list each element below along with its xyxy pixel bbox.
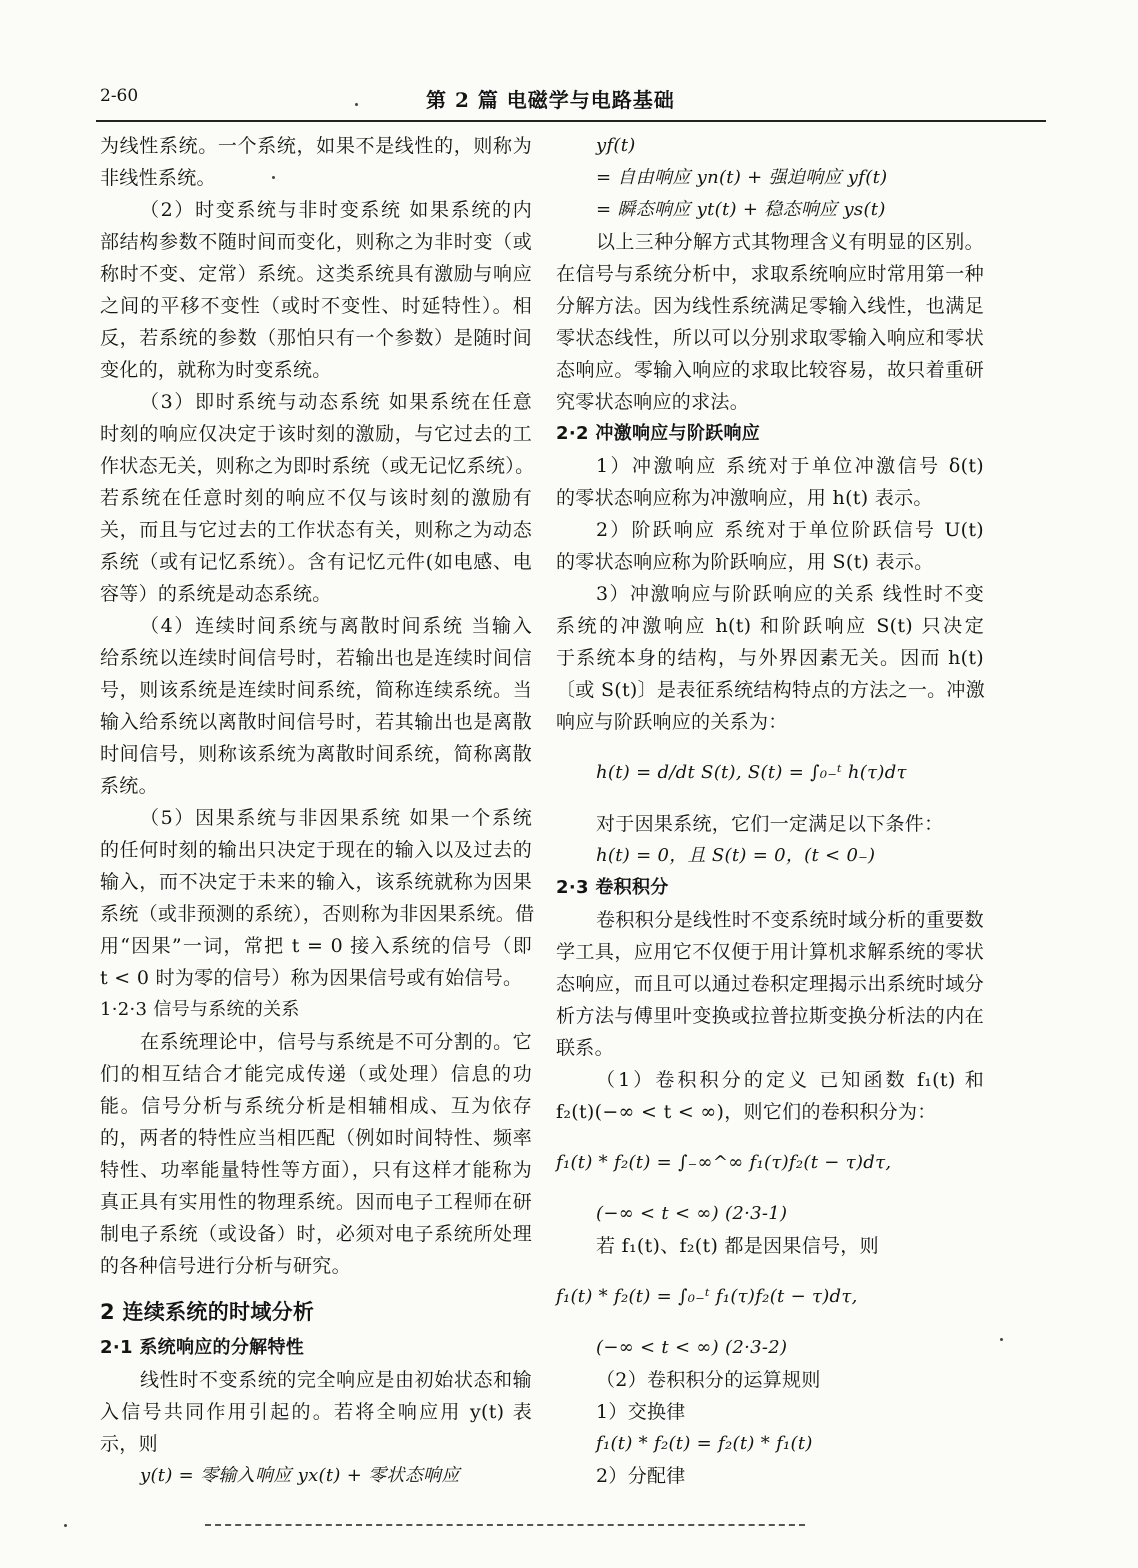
text-line: h(t) = 0，且 S(t) = 0，(t < 0₋)	[596, 845, 876, 866]
text-line: 系统（或有记忆系统）。含有记忆元件(如电感、电	[100, 551, 532, 573]
text-line: 态响应，而且可以通过卷积定理揭示出系统时域分	[556, 973, 984, 995]
text-line: 入信号共同作用引起的。若将全响应用 y(t) 表	[100, 1401, 532, 1423]
scan-speck	[272, 176, 275, 179]
text-line: （2）卷积积分的运算规则	[596, 1369, 821, 1391]
text-line: 示，则	[100, 1433, 158, 1455]
text-line: （4）连续时间系统与离散时间系统 当输入	[140, 615, 532, 637]
text-line: t < 0 时为零的信号）称为因果信号或有始信号。	[100, 967, 523, 989]
text-line: 特性、功率能量特性等方面），只有这样才能称为	[100, 1159, 532, 1181]
text-line: 2）阶跃响应 系统对于单位阶跃信号 U(t)	[596, 519, 984, 541]
left-column	[100, 130, 535, 1492]
scan-speck	[64, 1524, 67, 1527]
text-line: （5）因果系统与非因果系统 如果一个系统	[140, 807, 532, 829]
text-line: 的各种信号进行分析与研究。	[100, 1255, 351, 1277]
text-line: 的，两者的特性应当相匹配（例如时间特性、频率	[100, 1127, 532, 1149]
text-line: 卷积积分是线性时不变系统时域分析的重要数	[596, 909, 984, 931]
right-column	[556, 130, 984, 1492]
page-header	[96, 84, 1046, 122]
text-line: 2·3 卷积积分	[556, 877, 669, 898]
text-line: 为线性系统。一个系统，如果不是线性的，则称为	[100, 135, 532, 157]
text-line: 输入，而不决定于未来的输入，该系统就称为因果	[100, 871, 532, 893]
text-line: 系统。	[100, 775, 158, 797]
text-line: 容等）的系统是动态系统。	[100, 583, 332, 605]
text-line: 2·2 冲激响应与阶跃响应	[556, 423, 761, 444]
page-number: 2-60	[100, 86, 139, 106]
text-line: 反，若系统的参数（那怕只有一个参数）是随时间	[100, 327, 532, 349]
text-line: 号，则该系统是连续时间系统，简称连续系统。当	[100, 679, 532, 701]
text-line: 在系统理论中，信号与系统是不可分割的。它	[140, 1031, 532, 1053]
text-line: 1）交换律	[596, 1401, 686, 1423]
text-line: 用“因果”一词，常把 t = 0 接入系统的信号（即	[100, 935, 532, 957]
scan-speck	[1000, 1338, 1003, 1341]
text-line: 们的相互结合才能完成传递（或处理）信息的功	[100, 1063, 532, 1085]
text-line: 响应与阶跃响应的关系为：	[556, 711, 788, 733]
text-line: 输入给系统以离散时间信号时，若其输出也是离散	[100, 711, 532, 733]
scan-speck	[355, 103, 358, 106]
text-line: 制电子系统（或设备）时，必须对电子系统所处理	[100, 1223, 532, 1245]
text-line: 3）冲激响应与阶跃响应的关系 线性时不变	[596, 583, 984, 605]
text-line: （3）即时系统与动态系统 如果系统在任意	[140, 391, 532, 413]
text-line: 究零状态响应的求法。	[556, 391, 750, 413]
text-line: 关，而且与它过去的工作状态有关，则称之为动态	[100, 519, 532, 541]
text-line: 若 f₁(t)、f₂(t) 都是因果信号，则	[596, 1235, 879, 1257]
text-line: 的任何时刻的输出只决定于现在的输入以及过去的	[100, 839, 532, 861]
text-line: 2）分配律	[596, 1465, 686, 1487]
text-line: 2 连续系统的时域分析	[100, 1300, 315, 1324]
text-line: 线性时不变系统的完全响应是由初始状态和输	[140, 1369, 532, 1391]
text-line: h(t) = d/dt S(t), S(t) = ∫₀₋ᵗ h(τ)dτ	[596, 762, 907, 783]
text-line: 若系统在任意时刻的响应不仅与该时刻的激励有	[100, 487, 532, 509]
text-line: f₁(t) * f₂(t) = f₂(t) * f₁(t)	[596, 1433, 813, 1454]
text-line: (−∞ < t < ∞) (2·3-1)	[596, 1203, 788, 1224]
text-line: 1）冲激响应 系统对于单位冲激信号 δ(t)	[596, 455, 984, 477]
text-line: 在信号与系统分析中，求取系统响应时常用第一种	[556, 263, 984, 285]
text-line: 给系统以连续时间信号时，若输出也是连续时间信	[100, 647, 532, 669]
text-line: 2·1 系统响应的分解特性	[100, 1337, 305, 1358]
text-line: 部结构参数不随时间而变化，则称之为非时变（或	[100, 231, 532, 253]
text-line: 于系统本身的结构，与外界因素无关。因而 h(t)	[556, 647, 984, 669]
text-line: 零状态线性，所以可以分别求取零输入响应和零状	[556, 327, 984, 349]
text-line: 时间信号，则称该系统为离散时间系统，简称离散	[100, 743, 532, 765]
text-line: 能。信号分析与系统分析是相辅相成、互为依存	[100, 1095, 532, 1117]
footer-rule	[205, 1524, 805, 1526]
text-line: 态响应。零输入响应的求取比较容易，故只着重研	[556, 359, 984, 381]
text-line: 作状态无关，则称之为即时系统（或无记忆系统）。	[100, 455, 535, 477]
text-line: 时刻的响应仅决定于该时刻的激励，与它过去的工	[100, 423, 532, 445]
text-line: 之间的平移不变性（或时不变性、时延特性）。相	[100, 295, 532, 317]
text-line: 真正具有实用性的物理系统。因而电子工程师在研	[100, 1191, 532, 1213]
text-line: 以上三种分解方式其物理含义有明显的区别。	[596, 231, 984, 253]
text-line: 的零状态响应称为冲激响应，用 h(t) 表示。	[556, 487, 933, 509]
text-line: 析方法与傅里叶变换或拉普拉斯变换分析法的内在	[556, 1005, 984, 1027]
text-line: 联系。	[556, 1037, 614, 1059]
text-line: （2）时变系统与非时变系统 如果系统的内	[140, 199, 532, 221]
text-line: f₁(t) * f₂(t) = ∫₋∞^∞ f₁(τ)f₂(t − τ)dτ,	[556, 1152, 892, 1173]
text-line: f₁(t) * f₂(t) = ∫₀₋ᵗ f₁(τ)f₂(t − τ)dτ,	[556, 1286, 858, 1307]
text-line: = 瞬态响应 yt(t) + 稳态响应 ys(t)	[596, 199, 886, 220]
text-line: f₂(t)(−∞ < t < ∞)，则它们的卷积积分为：	[556, 1101, 937, 1123]
text-line: 学工具，应用它不仅便于用计算机求解系统的零状	[556, 941, 984, 963]
text-line: 非线性系统。	[100, 167, 216, 189]
text-line: 称时不变、定常）系统。这类系统具有激励与响应	[100, 263, 532, 285]
text-line: 的零状态响应称为阶跃响应，用 S(t) 表示。	[556, 551, 934, 573]
text-line: 变化的，就称为时变系统。	[100, 359, 332, 381]
text-line: y(t) = 零输入响应 yx(t) + 零状态响应	[140, 1465, 460, 1486]
text-line: 系统（或非预测的系统），否则称为非因果系统。借	[100, 903, 535, 925]
text-line: 对于因果系统，它们一定满足以下条件：	[596, 813, 944, 835]
text-line: 系统的冲激响应 h(t) 和阶跃响应 S(t) 只决定	[556, 615, 984, 637]
text-line: （1）卷积积分的定义 已知函数 f₁(t) 和	[596, 1069, 984, 1091]
text-line: 1·2·3 信号与系统的关系	[100, 999, 300, 1020]
text-line: 〔或 S(t)〕是表征系统结构特点的方法之一。冲激	[556, 679, 986, 701]
text-line: (−∞ < t < ∞) (2·3-2)	[596, 1337, 788, 1358]
text-line: yf(t)	[596, 135, 636, 156]
text-line: = 自由响应 yn(t) + 强迫响应 yf(t)	[596, 167, 888, 188]
chapter-title: 第 2 篇 电磁学与电路基础	[426, 88, 675, 112]
text-line: 分解方法。因为线性系统满足零输入线性，也满足	[556, 295, 984, 317]
